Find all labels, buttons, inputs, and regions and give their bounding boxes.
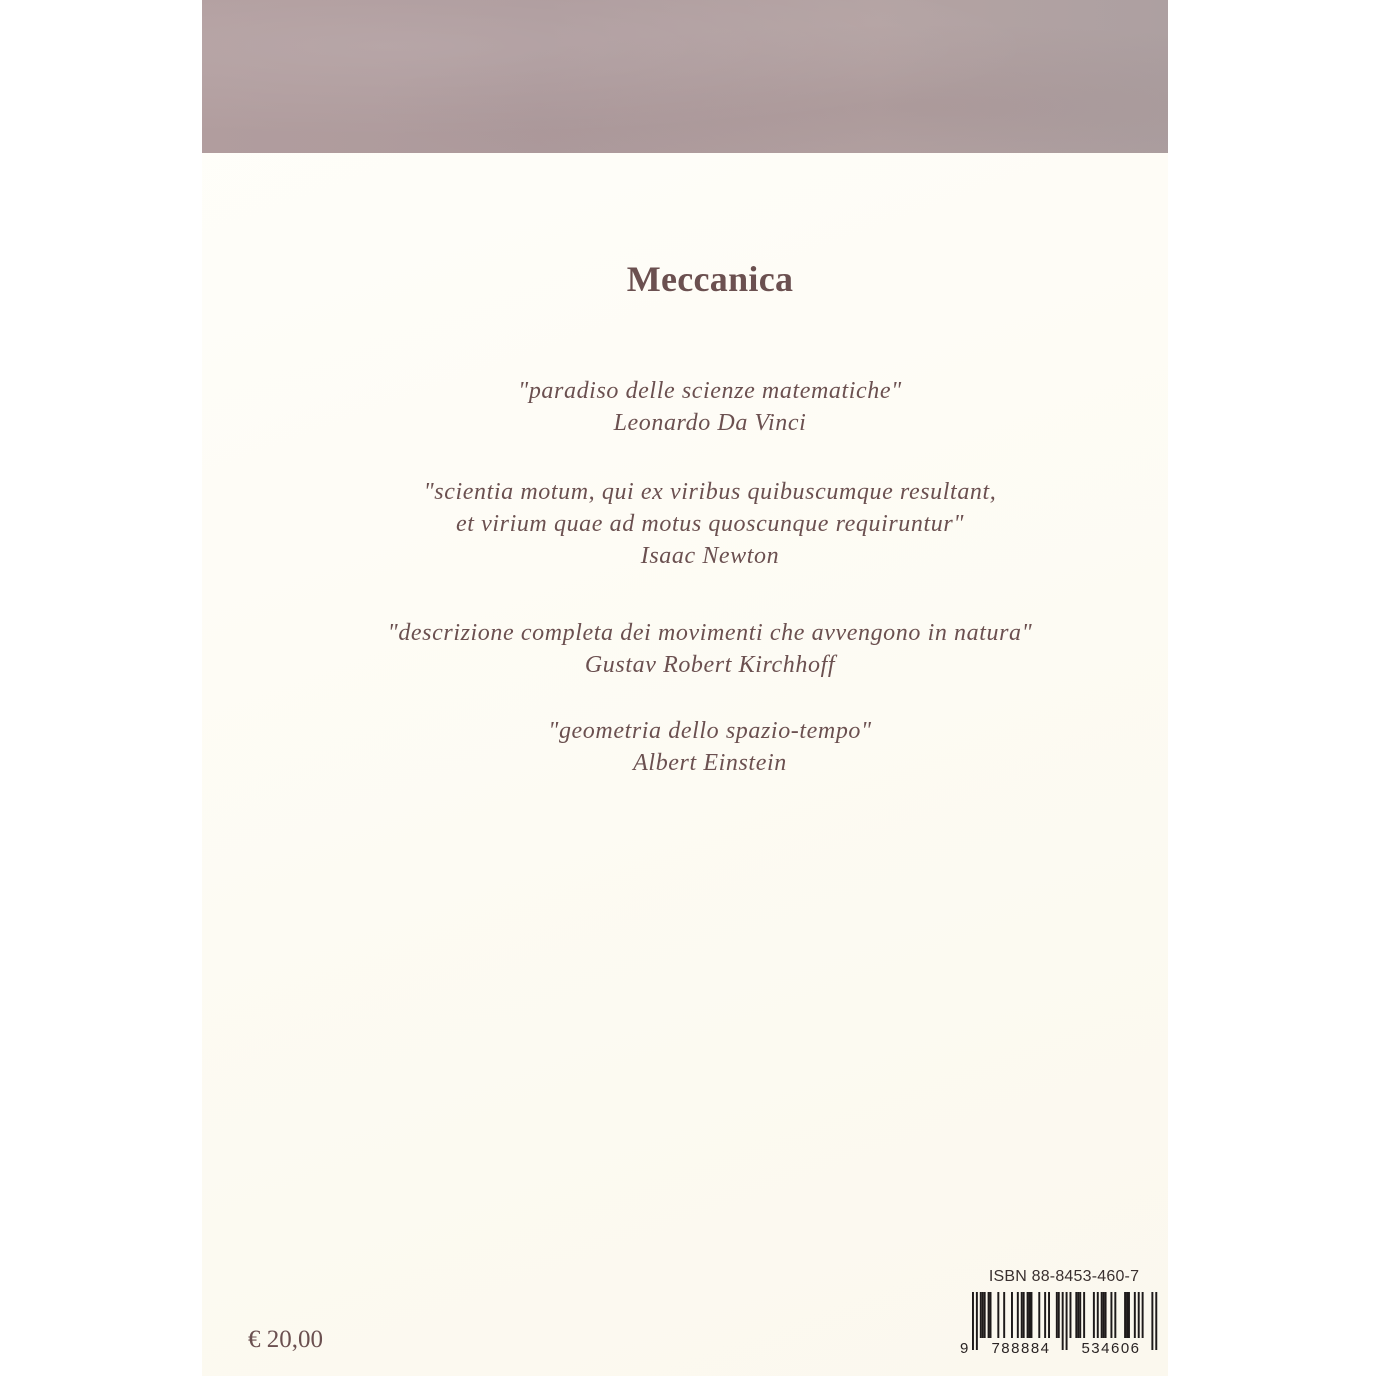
- barcode-right-digits: 534606: [1081, 1340, 1141, 1356]
- barcode-bar: [1124, 1292, 1126, 1338]
- barcode-bar: [1031, 1292, 1033, 1338]
- cover-top-band: [202, 0, 1168, 153]
- barcode-bar: [1077, 1292, 1079, 1338]
- quote-block-einstein: [202, 715, 1218, 779]
- barcode-bar: [972, 1292, 974, 1350]
- barcode-bar: [1038, 1292, 1040, 1338]
- quote-text: "geometria dello spazio-tempo": [548, 718, 872, 744]
- quote-block-newton: [202, 476, 1218, 572]
- quote-text: "descrizione completa dei movimenti che avvengono in natura": [387, 620, 1033, 646]
- barcode-bar: [1083, 1292, 1085, 1338]
- quote-text: et virium quae ad motus quoscunque requiruntur": [455, 511, 964, 537]
- barcode-bar: [1023, 1292, 1025, 1338]
- barcode-bar: [1058, 1292, 1060, 1338]
- barcode-bar: [1017, 1292, 1019, 1338]
- barcode-bar: [1021, 1292, 1023, 1338]
- barcode-bar: [1110, 1292, 1112, 1338]
- barcode-left-digits: 788884: [991, 1340, 1051, 1356]
- barcode-bar: [1062, 1292, 1064, 1350]
- barcode-bar: [1128, 1292, 1130, 1338]
- barcode-bar: [1044, 1292, 1046, 1338]
- barcode-bar: [1151, 1292, 1153, 1350]
- barcode-bar: [1097, 1292, 1099, 1338]
- quote-author: Gustav Robert Kirchhoff: [584, 652, 836, 678]
- barcode-bar: [997, 1292, 999, 1338]
- quote-block-kirchhoff: [202, 617, 1218, 681]
- quote-author: Leonardo Da Vinci: [613, 410, 807, 436]
- barcode-bar: [1011, 1292, 1013, 1338]
- barcode-lead-digit: 9: [960, 1340, 969, 1356]
- barcode-bar: [1142, 1292, 1144, 1338]
- book-title: Meccanica: [626, 259, 794, 299]
- barcode-bar: [1027, 1292, 1029, 1338]
- barcode-bar: [1070, 1292, 1072, 1338]
- quote-text: "paradiso delle scienze matematiche": [518, 378, 902, 404]
- barcode-bar: [1003, 1292, 1005, 1338]
- quote-block-da-vinci: [202, 375, 1218, 439]
- barcode-bar: [1066, 1292, 1068, 1350]
- barcode-bar: [1114, 1292, 1116, 1338]
- isbn-label: ISBN 88-8453-460-7: [988, 1268, 1140, 1285]
- barcode-bar: [982, 1292, 984, 1338]
- barcode-bar: [1134, 1292, 1136, 1338]
- barcode-bar: [1075, 1292, 1077, 1338]
- barcode-bar: [1029, 1292, 1031, 1338]
- barcode-bar: [984, 1292, 986, 1338]
- barcode-bar: [1126, 1292, 1128, 1338]
- barcode-bar: [1056, 1292, 1058, 1338]
- quote-text: "scientia motum, qui ex viribus quibuscumque resultant,: [423, 479, 997, 505]
- barcode-bar: [990, 1292, 992, 1338]
- barcode-bar: [988, 1292, 990, 1338]
- price-label: € 20,00: [248, 1326, 323, 1353]
- barcode: [958, 1292, 1165, 1356]
- barcode-bar: [1101, 1292, 1103, 1338]
- barcode-bar: [1048, 1292, 1050, 1338]
- quote-author: Isaac Newton: [640, 543, 780, 569]
- barcode-bar: [1138, 1292, 1140, 1338]
- barcode-bar: [1103, 1292, 1105, 1338]
- barcode-bar: [1079, 1292, 1081, 1338]
- barcode-bar: [1093, 1292, 1095, 1338]
- barcode-bar: [980, 1292, 982, 1338]
- barcode-bar: [976, 1292, 978, 1350]
- back-cover: [202, 0, 1168, 1376]
- barcode-bar: [1155, 1292, 1157, 1350]
- barcode-bar: [1105, 1292, 1107, 1338]
- quote-author: Albert Einstein: [633, 750, 787, 776]
